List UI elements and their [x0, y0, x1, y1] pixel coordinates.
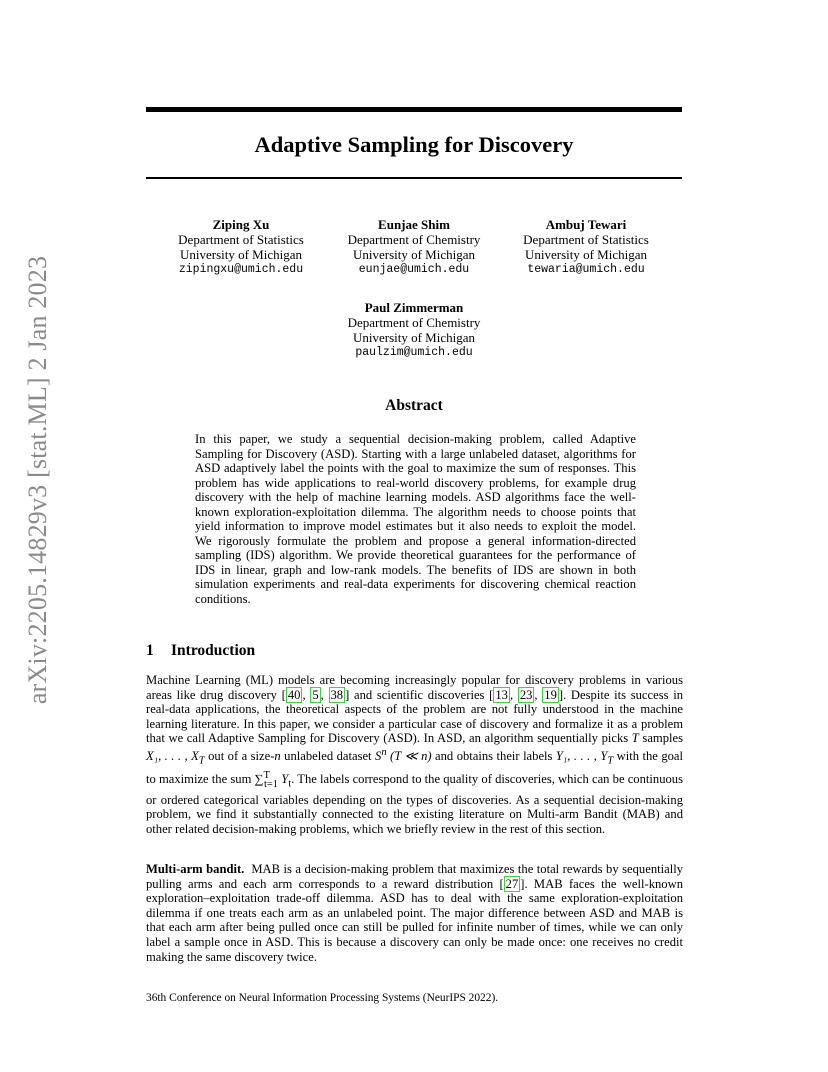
author-block-3	[486, 217, 686, 277]
author-name: Eunjae Shim	[378, 217, 450, 232]
math-labels-sub: T	[607, 755, 614, 767]
author-email[interactable]: paulzim@umich.edu	[355, 346, 473, 359]
title-rule-bottom	[146, 177, 682, 179]
author-department: Department of Statistics	[523, 232, 649, 247]
math-n: n	[274, 749, 281, 764]
author-name: Paul Zimmerman	[364, 300, 464, 315]
author-department: Department of Chemistry	[347, 315, 481, 330]
abstract-heading: Abstract	[385, 397, 443, 414]
author-block-2	[314, 217, 514, 277]
paper-title: Adaptive Sampling for Discovery	[254, 132, 574, 157]
citation-link[interactable]: 27	[505, 876, 519, 891]
author-email[interactable]: tewaria@umich.edu	[527, 263, 645, 276]
citation-link[interactable]: 19	[544, 687, 557, 702]
math-samples-sub: T	[198, 755, 205, 767]
text-run: out of a size-	[204, 749, 275, 764]
citation-link[interactable]: 38	[330, 687, 344, 702]
author-university: University of Michigan	[352, 247, 476, 262]
title-rule-top	[146, 107, 682, 112]
text-run: and obtains their labels	[431, 749, 556, 764]
text-run: Machine Learning (ML) models are becoming increasingly popular for discovery problems in various areas like drug discovery [	[146, 673, 683, 702]
mab-paragraph	[146, 862, 683, 964]
math-dataset-base: S	[375, 749, 382, 764]
intro-paragraph	[146, 673, 683, 836]
sum-lower: t=1	[263, 778, 279, 790]
author-name: Ziping Xu	[212, 217, 270, 232]
text-run: ] and scientific discoveries [	[345, 687, 494, 702]
math-samples-base: X₁, . . . , X	[146, 749, 199, 764]
arxiv-identifier-text: arXiv:2205.14829v3 [stat.ML] 2 Jan 2023	[23, 255, 52, 705]
math-labels-base: Y₁, . . . , Y	[555, 749, 608, 764]
sum-term: Y	[281, 772, 289, 787]
math-samples	[146, 749, 205, 767]
math-dataset	[375, 746, 387, 764]
text-run: . The labels correspond to the quality of discoveries, which can be continuous or ordered categorical variables depending on the types of discoveries. As a sequential decision-making problem, we find it substantially connected to the existing literature on Multi-arm Bandit (MAB) and other related decision-making problems, which we briefly review in the rest of this section.	[146, 772, 683, 836]
text-run: ]. Despite its success in real-data applications, the theoretical aspects of the problem are not fully understood in the machine learning literature. In this paper, we consider a particular case of discovery and formalize it as a problem that we call Adaptive Sampling for Discovery (ASD). In ASD, an algorithm sequentially picks	[146, 687, 684, 746]
text-run: samples	[638, 731, 683, 746]
text-run: unlabeled dataset	[280, 749, 376, 764]
author-department: Department of Statistics	[178, 232, 304, 247]
conference-footnote: 36th Conference on Neural Information Processing Systems (NeurIPS 2022).	[146, 992, 499, 1004]
sum-upper: T	[263, 770, 270, 782]
section-heading-introduction	[146, 641, 255, 661]
text-run: ,	[534, 687, 543, 702]
math-condition: (T ≪ n)	[390, 749, 432, 764]
math-T: T	[631, 731, 639, 746]
citation-link[interactable]: 5	[312, 687, 319, 702]
author-block-4	[314, 300, 514, 360]
sum-symbol: ∑	[254, 772, 264, 787]
section-number: 1	[146, 642, 154, 659]
paragraph-run-in-head: Multi-arm bandit.	[146, 862, 245, 876]
math-dataset-sup: n	[381, 746, 387, 758]
text-run: ]. MAB faces the well-known exploration–exploitation trade-off dilemma. ASD has to deal with the same exploration-exploitation dilemma if one treats each arm as an unlabeled point. The major difference between ASD and MAB is that each arm after being pulled once can still be pulled for infinite number of times, while we can only label a sample once in ASD. This is because a discovery can only be made once: one receives no credit making the same discovery twice.	[146, 876, 683, 964]
text-run: MAB is a decision-making problem that maximizes the total rewards by sequentially pulling arms and each arm corresponds to a reward distribution [	[146, 862, 683, 891]
author-university: University of Michigan	[352, 330, 476, 345]
citation-link[interactable]: 13	[495, 687, 508, 702]
text-run: ,	[302, 687, 311, 702]
text-run: ,	[509, 687, 518, 702]
citation-link[interactable]: 23	[519, 687, 533, 702]
author-email[interactable]: eunjae@umich.edu	[358, 263, 470, 276]
abstract-text: In this paper, we study a sequential decision-making problem, called Adaptive Sampling for Discovery (ASD). Starting with a large unlabeled dataset, algorithms for ASD adaptively label the points with the goal to maximize the sum of responses. This problem has wide applications to real-world discovery problems, for example drug discovery with the help of machine learning models. ASD algorithms face the well-known exploration-exploitation dilemma. The algorithm needs to choose points that yield information to improve model estimates but it also needs to exploit the model. We rigorously formulate the problem and propose a general information-directed sampling (IDS) algorithm. We provide theoretical guarantees for the performance of IDS in linear, graph and low-rank models. The benefits of IDS are shown in both simulation experiments and real-data experiments for discovering chemical reaction conditions.	[195, 432, 636, 606]
text-run: ,	[320, 687, 329, 702]
sum-term-sub: t	[288, 778, 292, 790]
author-department: Department of Chemistry	[347, 232, 481, 247]
math-sum	[254, 770, 292, 790]
section-title: Introduction	[171, 642, 256, 659]
citation-link[interactable]: 40	[287, 687, 301, 702]
author-university: University of Michigan	[524, 247, 648, 262]
text-run: with the goal to maximize the sum	[146, 749, 684, 787]
math-labels	[555, 749, 614, 767]
author-name: Ambuj Tewari	[545, 217, 627, 232]
author-email[interactable]: zipingxu@umich.edu	[178, 263, 304, 276]
author-block-1	[141, 217, 341, 277]
author-university: University of Michigan	[179, 247, 303, 262]
